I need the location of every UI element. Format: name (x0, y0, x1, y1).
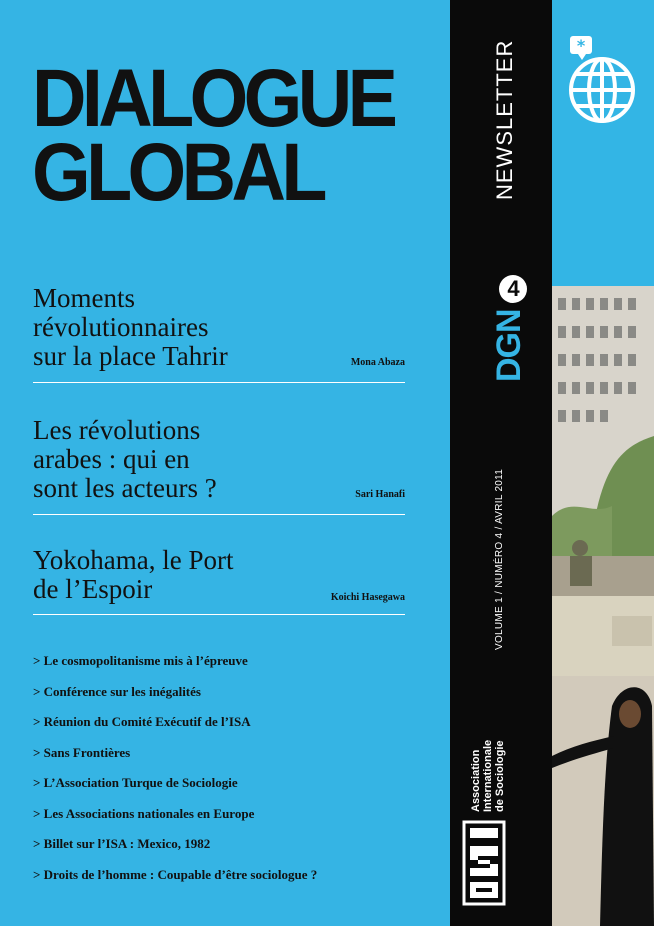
masthead-line-2: GLOBAL (32, 127, 323, 218)
toc-item[interactable]: > L’Association Turque de Sociologie (33, 775, 238, 790)
article-title-line: sur la place Tahrir (33, 341, 228, 371)
article-title-line: Les révolutions (33, 415, 201, 445)
article-title-line: arabes : qui en (33, 444, 190, 474)
article-1[interactable] (33, 284, 405, 374)
association-line: de Sociologie (494, 740, 506, 812)
article-title (33, 284, 405, 371)
toc-item[interactable]: > Conférence sur les inégalités (33, 683, 201, 699)
masthead-title (32, 53, 432, 218)
masthead-line-1: DIALOGUE (32, 53, 394, 144)
article-author: Sari Hanafi (355, 489, 405, 500)
article-title-line: sont les acteurs ? (33, 473, 217, 503)
table-of-contents (33, 650, 443, 894)
article-2[interactable] (33, 416, 405, 506)
article-title (33, 416, 405, 503)
issue-number-badge: 4 (499, 275, 527, 303)
globe-speech-bubble-icon (566, 34, 638, 124)
isa-logo (462, 820, 506, 906)
toc-item[interactable]: > Les Associations nationales en Europe (33, 805, 255, 821)
article-title-line: de l’Espoir (33, 574, 153, 604)
toc-item[interactable]: > Le cosmopolitanisme mis à l’épreuve (33, 653, 248, 668)
article-author: Koichi Hasegawa (330, 592, 405, 603)
article-title-line: Moments (33, 283, 136, 313)
cover-photo (552, 286, 654, 926)
volume-info: VOLUME 1 / NUMÉRO 4 / AVRIL 2011 (494, 468, 505, 650)
divider (33, 614, 405, 615)
toc-item[interactable]: > Réunion du Comité Exécutif de l’ISA (33, 714, 251, 729)
toc-item[interactable]: > Droits de l’homme : Coupable d’être sociologue ? (33, 866, 318, 882)
divider (33, 514, 405, 515)
dgn-label (490, 275, 529, 382)
article-title-line: révolutionnaires (33, 312, 209, 342)
toc-item[interactable]: > Sans Frontières (33, 744, 131, 760)
newsletter-label: NEWSLETTER (492, 39, 517, 200)
article-title-line: Yokohama, le Port (33, 545, 234, 575)
association-line: Association (470, 749, 482, 812)
toc-item[interactable]: > Billet sur l’ISA : Mexico, 1982 (33, 836, 211, 851)
dgn-text: DGN (490, 309, 528, 382)
association-name (470, 740, 506, 812)
article-author: Mona Abaza (350, 357, 405, 368)
article-3[interactable] (33, 546, 405, 608)
association-line: Internationale (482, 739, 494, 812)
svg-text:*: * (576, 36, 586, 55)
divider (33, 382, 405, 383)
